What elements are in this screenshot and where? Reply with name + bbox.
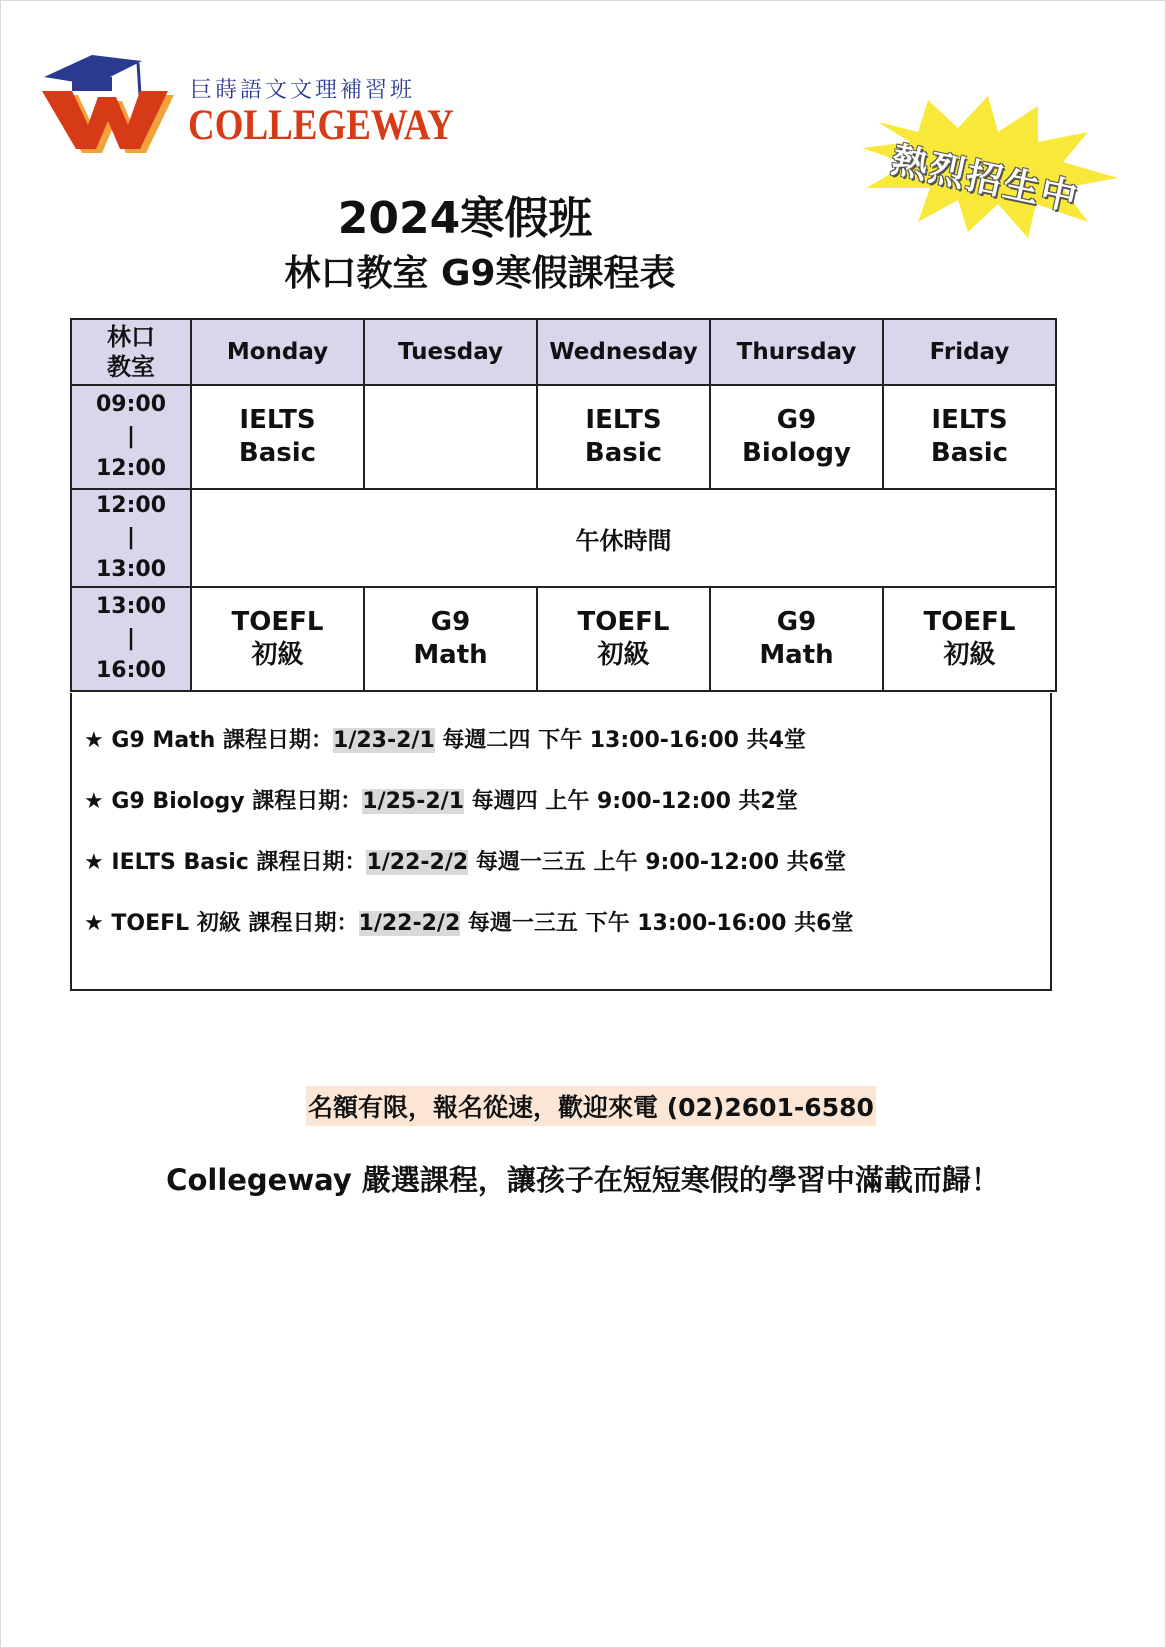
class-cell: IELTS Basic: [537, 385, 710, 489]
page-subtitle: 林口教室 G9寒假課程表: [284, 253, 676, 294]
class-cell: TOEFL 初級: [191, 587, 364, 691]
corner-label-line2: 教室: [107, 353, 155, 381]
corner-label-line1: 林口: [107, 323, 155, 351]
logo-english-name: COLLEGEWAY: [188, 102, 454, 149]
slogan: Collegeway 嚴選課程，讓孩子在短短寒假的學習中滿載而歸！: [166, 1163, 1000, 1197]
time-slot-lunch: 12:00 | 13:00: [71, 489, 191, 587]
note-g9-math: ★ G9 Math 課程日期：1/23-2/1 每週二四 下午 13:00-16:00 共4堂: [84, 728, 806, 753]
class-cell: TOEFL 初級: [883, 587, 1056, 691]
star-icon: ★: [84, 789, 104, 814]
class-cell: [364, 385, 537, 489]
class-cell: IELTS Basic: [883, 385, 1056, 489]
collegeway-logo: [42, 55, 454, 165]
date-range: 1/23-2/1: [333, 728, 435, 753]
day-header-wednesday: Wednesday: [537, 319, 710, 385]
date-range: 1/25-2/1: [362, 789, 465, 814]
logo-chinese-name: 巨蒔語文文理補習班: [190, 78, 416, 103]
star-icon: ★: [84, 850, 104, 875]
date-range: 1/22-2/2: [366, 850, 469, 875]
class-cell: G9 Biology: [710, 385, 883, 489]
schedule-table: [70, 318, 1057, 692]
day-header-tuesday: Tuesday: [364, 319, 537, 385]
day-header-monday: Monday: [191, 319, 364, 385]
date-range: 1/22-2/2: [358, 911, 461, 936]
corner-label: [71, 319, 191, 385]
course-notes: [70, 693, 1052, 991]
note-g9-biology: ★ G9 Biology 課程日期：1/25-2/1 每週四 上午 9:00-12:00 共2堂: [84, 789, 798, 814]
table-row: [71, 489, 1056, 587]
time-slot-afternoon: 13:00 | 16:00: [71, 587, 191, 691]
table-header-row: [71, 319, 1056, 385]
class-cell: TOEFL 初級: [537, 587, 710, 691]
day-header-thursday: Thursday: [710, 319, 883, 385]
time-slot-morning: 09:00 | 12:00: [71, 385, 191, 489]
badge-text: 熱烈招生中: [887, 139, 1083, 220]
star-icon: ★: [84, 728, 104, 753]
lunch-break-cell: 午休時間: [191, 489, 1056, 587]
class-cell: G9 Math: [364, 587, 537, 691]
contact-line: 名額有限，報名從速，歡迎來電 (02)2601-6580: [306, 1086, 876, 1126]
table-row: [71, 587, 1056, 691]
class-cell: G9 Math: [710, 587, 883, 691]
table-row: [71, 385, 1056, 489]
star-icon: ★: [84, 911, 104, 936]
note-ielts-basic: ★ IELTS Basic 課程日期：1/22-2/2 每週一三五 上午 9:00-12:00 共6堂: [84, 850, 847, 875]
class-cell: IELTS Basic: [191, 385, 364, 489]
graduation-cap-w-icon: [42, 55, 192, 165]
page-title: 2024寒假班: [337, 193, 593, 244]
day-header-friday: Friday: [883, 319, 1056, 385]
note-toefl-beginner: ★ TOEFL 初級 課程日期：1/22-2/2 每週一三五 下午 13:00-16:00 共6堂: [84, 911, 854, 936]
